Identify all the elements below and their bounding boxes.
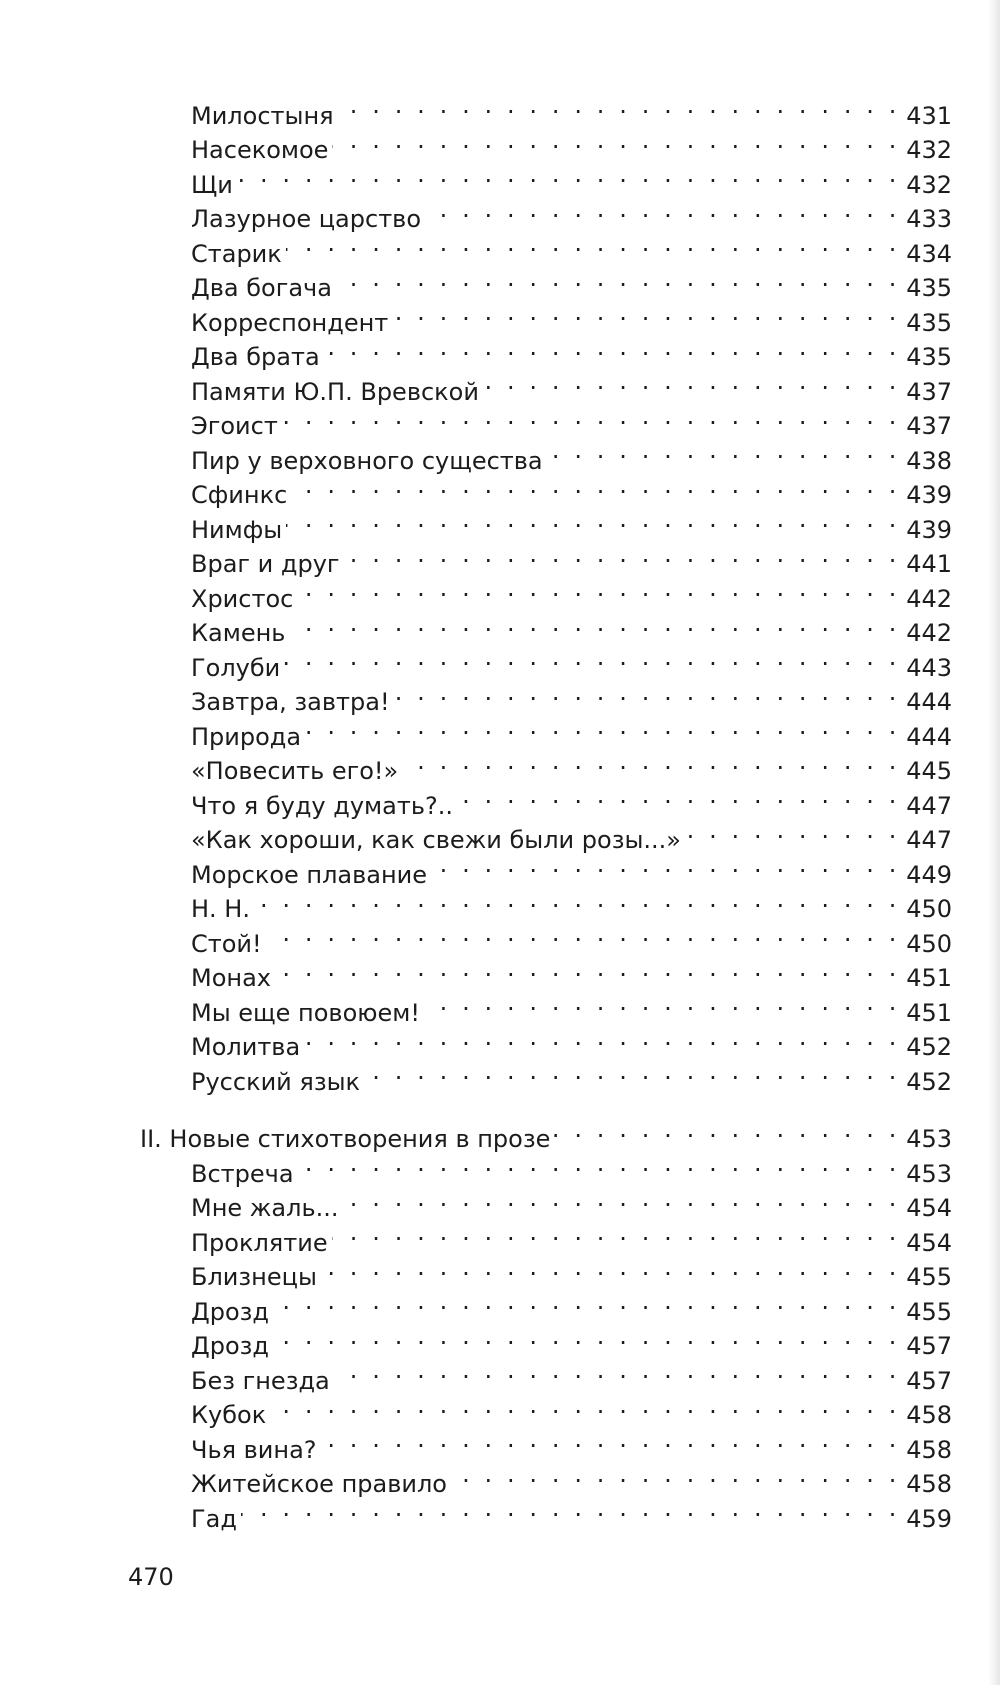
toc-dot-leader [304,1020,900,1055]
toc-dot-leader [275,951,900,986]
toc-entry-title: Нимфы [191,515,283,544]
toc-entry-page: 442 [906,619,952,647]
toc-dot-leader [343,1181,901,1216]
toc-entry-page: 432 [906,136,952,164]
toc-entry-page: 451 [906,998,952,1027]
toc-dot-leader [291,468,900,503]
toc-dot-leader [286,226,900,261]
toc-entry-title: Голуби [191,653,281,682]
toc-dot-leader [282,399,900,434]
toc-dot-leader [547,433,900,468]
toc-entry-page: 458 [906,1435,952,1464]
toc-entry-page: 439 [906,515,952,544]
toc-entry-title: Морское плавание [191,860,428,889]
toc-entry-page: 438 [906,446,952,475]
toc-entry-title: Близнецы [191,1263,317,1291]
toc-entry-title: Щи [191,170,233,199]
toc-entry [140,952,952,992]
toc-entry-title: Житейское правило [191,1470,447,1498]
toc-entry-title: Два брата [191,343,320,371]
toc-entry-title: Христос [191,584,294,613]
toc-entry [140,89,952,130]
toc-entry-page: 443 [906,653,952,682]
toc-entry-title: Два богача [191,274,332,302]
toc-entry-title: Встреча [191,1159,294,1188]
toc-entry-title: Монах [191,964,271,992]
toc-entry-title: Что я буду думать?.. [191,791,453,820]
toc-entry-page: 435 [906,308,952,337]
toc-dot-leader [336,261,900,296]
page-number: 470 [128,1563,174,1591]
toc-entry-page: 452 [906,1067,952,1096]
toc-dot-leader [364,1054,900,1089]
toc-entry-title: Мы еще повоюем! [191,998,420,1027]
toc-entry-page: 451 [906,964,952,992]
toc-entry [140,158,952,199]
toc-entry-page: 455 [906,1297,952,1326]
toc-dot-leader [554,1112,900,1147]
toc-entry-page: 452 [906,1033,952,1061]
toc-entry-title: Милостыня [191,101,334,130]
toc-dot-leader [273,1284,900,1319]
toc-entry-page: 458 [906,1470,952,1498]
toc-entry-title: Эгоист [191,412,278,440]
toc-dot-leader [284,640,900,675]
toc-dot-leader [321,1422,900,1457]
toc-dot-leader [332,1215,900,1250]
toc-entry-page: 431 [906,101,952,130]
toc-section-entries [140,1147,952,1533]
toc-dot-leader [298,1146,900,1181]
toc-dot-leader [457,778,900,813]
toc-dot-leader [344,537,900,572]
toc-entry-page: 437 [906,412,952,440]
toc-entry-page: 434 [906,239,952,268]
toc-entry-page: 457 [906,1366,952,1395]
toc-entry-title: Молитва [191,1033,301,1061]
toc-dot-leader [483,364,900,399]
toc-entry-title: Сфинкс [191,481,288,509]
toc-entry-page: 454 [906,1194,952,1222]
toc-dot-leader [324,330,900,365]
toc-dot-leader [425,192,900,227]
toc-dot-leader [334,1353,900,1388]
toc-entry-title: Насекомое [191,136,329,164]
toc-entry-title: Корреспондент [191,308,389,337]
toc-entry-title: Чья вина? [191,1435,317,1464]
toc-entry [140,917,952,958]
toc-entry-page: 445 [906,757,952,785]
toc-entry-page: 450 [906,895,952,923]
toc-entry-page: 442 [906,584,952,613]
toc-entry-page: 444 [906,722,952,751]
toc-entry-page: 453 [906,1159,952,1188]
toc-entry-page: 454 [906,1228,952,1257]
toc-section-page: 453 [906,1125,952,1153]
toc-entry-title: Дрозд [191,1297,270,1326]
toc-dot-leader [289,606,900,641]
toc-entry-title: Старик [191,239,282,268]
toc-entry-title: Кубок [191,1401,267,1429]
toc-dot-leader [266,916,900,951]
toc-entry-title: Стой! [191,929,262,958]
toc-dot-leader [424,985,900,1020]
toc-section-heading [140,1113,952,1153]
toc-entry-title: Проклятие [191,1228,328,1257]
toc-entry [140,883,952,923]
toc-entry-page: 450 [906,929,952,958]
toc-dot-leader [270,1388,900,1423]
toc-entry-page: 455 [906,1263,952,1291]
toc-entry [140,193,952,233]
toc-dot-leader [402,744,900,779]
toc-entry-title: Завтра, завтра! [191,688,390,716]
toc-entry-page: 439 [906,481,952,509]
toc-dot-leader [321,1250,900,1285]
toc-entry-title: «Повесить его!» [191,757,399,785]
toc-dot-leader [241,1491,900,1526]
toc-entry-page: 437 [906,377,952,406]
page-edge-shadow [988,0,1000,1685]
toc-entry-title: Без гнезда [191,1366,330,1395]
toc-dot-leader [286,502,900,537]
toc-entry-page: 447 [906,791,952,820]
toc-entry-title: Н. Н. [191,895,250,923]
toc-section-title: II. Новые стихотворения в прозе [140,1125,551,1153]
toc-entry-page: 441 [906,550,952,578]
toc-dot-leader [254,882,900,917]
toc-entry-title: Дрозд [191,1332,270,1360]
toc-dot-leader [338,88,900,123]
toc-dot-leader [305,709,900,744]
toc-dot-leader [394,675,900,710]
toc-entry-title: Гад [191,1504,237,1533]
toc-dot-leader [332,123,900,158]
toc-entry-title: «Как хороши, как свежи были розы...» [191,826,681,854]
toc-dot-leader [685,813,900,848]
toc-entry-title: Мне жаль... [191,1194,339,1222]
toc-entry-page: 435 [906,343,952,371]
toc-entry-page: 444 [906,688,952,716]
toc-entry-page: 449 [906,860,952,889]
toc-entry-page: 435 [906,274,952,302]
toc-dot-leader [273,1319,900,1354]
toc-entry-title: Лазурное царство [191,205,422,233]
toc-entry-title: Природа [191,722,302,751]
toc-dot-leader [431,847,900,882]
toc-entry-title: Камень [191,619,286,647]
toc-entry-page: 432 [906,170,952,199]
toc-entry-page: 457 [906,1332,952,1360]
toc-entry-page: 433 [906,205,952,233]
table-of-contents [140,89,952,1533]
toc-entry-title: Памяти Ю.П. Вревской [191,377,479,406]
toc-entry-title: Русский язык [191,1067,361,1096]
toc-dot-leader [297,571,900,606]
toc-dot-leader [392,295,900,330]
toc-entry-title: Пир у верховного существа [191,446,543,475]
toc-dot-leader [451,1457,900,1492]
toc-entry-title: Враг и друг [191,550,340,578]
toc-dot-leader [237,157,900,192]
toc-entry-page: 458 [906,1401,952,1429]
toc-entry-page: 459 [906,1504,952,1533]
toc-entry [140,1492,952,1533]
toc-entry-page: 447 [906,826,952,854]
toc-entries [140,89,952,1096]
